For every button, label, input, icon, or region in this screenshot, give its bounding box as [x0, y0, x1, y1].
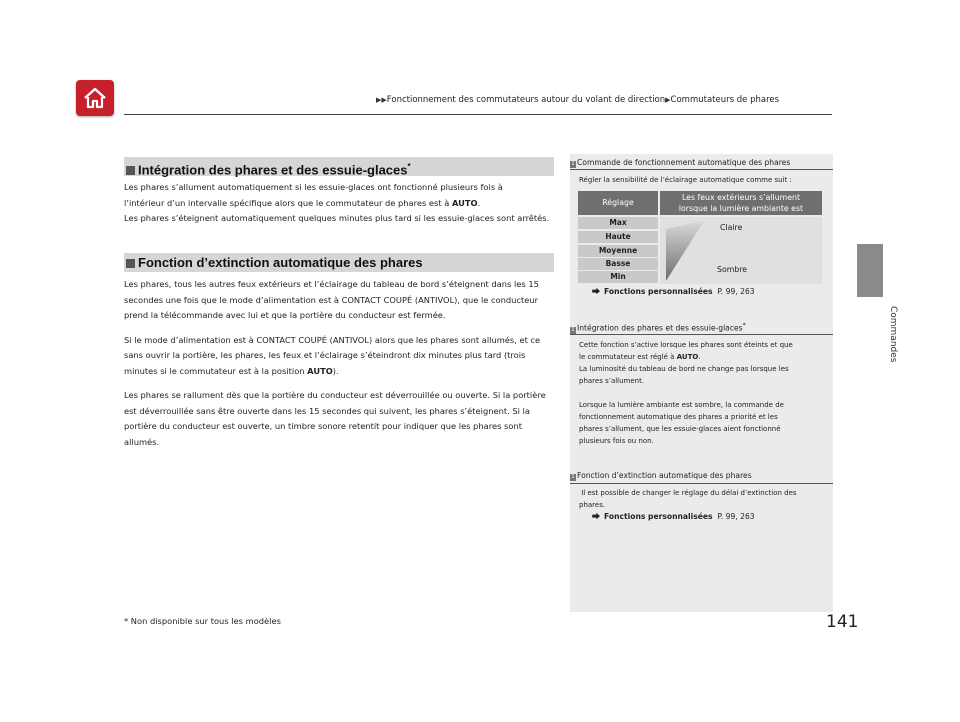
reference-link[interactable]: ⮕ Fonctions personnalisées P. 99, 263	[592, 287, 755, 296]
gradient-wedge	[666, 221, 706, 281]
paragraph: Les phares s’allument automatiquement si les essuie-glaces ont fonctionné plusieurs fois à l’intérieur d’un intervalle spécifique alors que le commutateur de phares est à AUTO.	[124, 182, 503, 208]
breadcrumb-item[interactable]: Commutateurs de phares	[670, 95, 780, 105]
section-body-integration	[124, 180, 556, 227]
note-title-auto-control: 1 Commande de fonctionnement automatique des phares	[571, 158, 791, 167]
level-basse: Basse	[578, 258, 658, 270]
level-max: Max	[578, 217, 658, 229]
brightness-gradient	[660, 217, 822, 284]
note-intro: Régler la sensibilité de l’éclairage automatique comme suit :	[579, 176, 792, 184]
section-heading-extinction: Fonction d’extinction automatique des phares	[124, 253, 554, 272]
note-title-extinction: 1 Fonction d’extinction automatique des phares	[571, 471, 752, 480]
level-moyenne: Moyenne	[578, 245, 658, 257]
chapter-label: Commandes	[888, 306, 898, 363]
reference-arrow-icon: ⮕	[592, 287, 600, 296]
note-divider	[570, 483, 833, 484]
home-icon	[82, 85, 108, 111]
paragraph: Les phares, tous les autres feux extérieurs et l’éclairage du tableau de bord s’éteignent dans les 15 secondes une fois que le mode d’alimentation est à CONTACT COUPÉ (ANTIVOL), que le conducteur prend la télécommande avec lui et que la portière du conducteur est fermée.	[124, 279, 539, 320]
note-body-integration: Cette fonction s’active lorsque les phares sont éteints et que le commutateur est réglé à AUTO. La luminosité du tableau de bord ne change pas lorsque les phares s’allument. Lorsque la lumière ambiante est sombre, la commande de fonctionnement automatique des phares a priorité et les phares s’allument, que les essuie-glaces aient fonctionné plusieurs fois ou non.	[579, 341, 793, 445]
section-body-extinction	[124, 277, 556, 450]
table-header: Réglage	[578, 191, 658, 215]
note-divider	[570, 334, 833, 335]
home-button[interactable]	[76, 80, 114, 116]
note-title-integration: 1 Intégration des phares et des essuie-glaces*	[571, 322, 746, 333]
label-dark: Sombre	[717, 265, 748, 274]
breadcrumb: ▶▶Fonctionnement des commutateurs autour du volant de direction▶Commutateurs de phares	[376, 95, 780, 105]
breadcrumb-item[interactable]: Fonctionnement des commutateurs autour du volant de direction	[386, 95, 666, 105]
footnote: * Non disponible sur tous les modèles	[124, 616, 281, 626]
level-min: Min	[578, 271, 658, 283]
reference-arrow-icon: ⮕	[592, 512, 600, 521]
level-haute: Haute	[578, 231, 658, 243]
note-divider	[570, 169, 833, 170]
page-number: 141	[826, 612, 859, 632]
section-heading-integration: Intégration des phares et des essuie-glaces*	[124, 157, 554, 176]
header-divider	[124, 114, 832, 115]
note-body-extinction: Il est possible de changer le réglage du délai d’extinction des phares.	[579, 489, 797, 509]
label-bright: Claire	[720, 223, 743, 232]
paragraph: Si le mode d’alimentation est à CONTACT COUPÉ (ANTIVOL) alors que les phares sont allumés, et ce sans ouvrir la portière, les phares, les feux et l’éclairage s’éteindront dix minutes plus tard (trois minutes si le commutateur est à la position AUTO).	[124, 334, 541, 376]
table-header: Les feux extérieurs s’allument lorsque la lumière ambiante est	[660, 191, 822, 215]
paragraph: Les phares se rallument dès que la portière du conducteur est déverrouillée ou ouverte. Si la portière est déverrouillée sans être ouverte dans les 15 secondes qui suivent, les phares s’éteignent. Si la portière du conducteur est ouverte, un timbre sonore retentit pour indiquer que les phares sont allumés.	[124, 390, 546, 447]
paragraph: Les phares s’éteignent automatiquement quelques minutes plus tard si les essuie-glaces sont arrêtés.	[124, 213, 550, 223]
chapter-tab[interactable]	[857, 244, 883, 297]
reference-link[interactable]: ⮕ Fonctions personnalisées P. 99, 263	[592, 512, 755, 521]
